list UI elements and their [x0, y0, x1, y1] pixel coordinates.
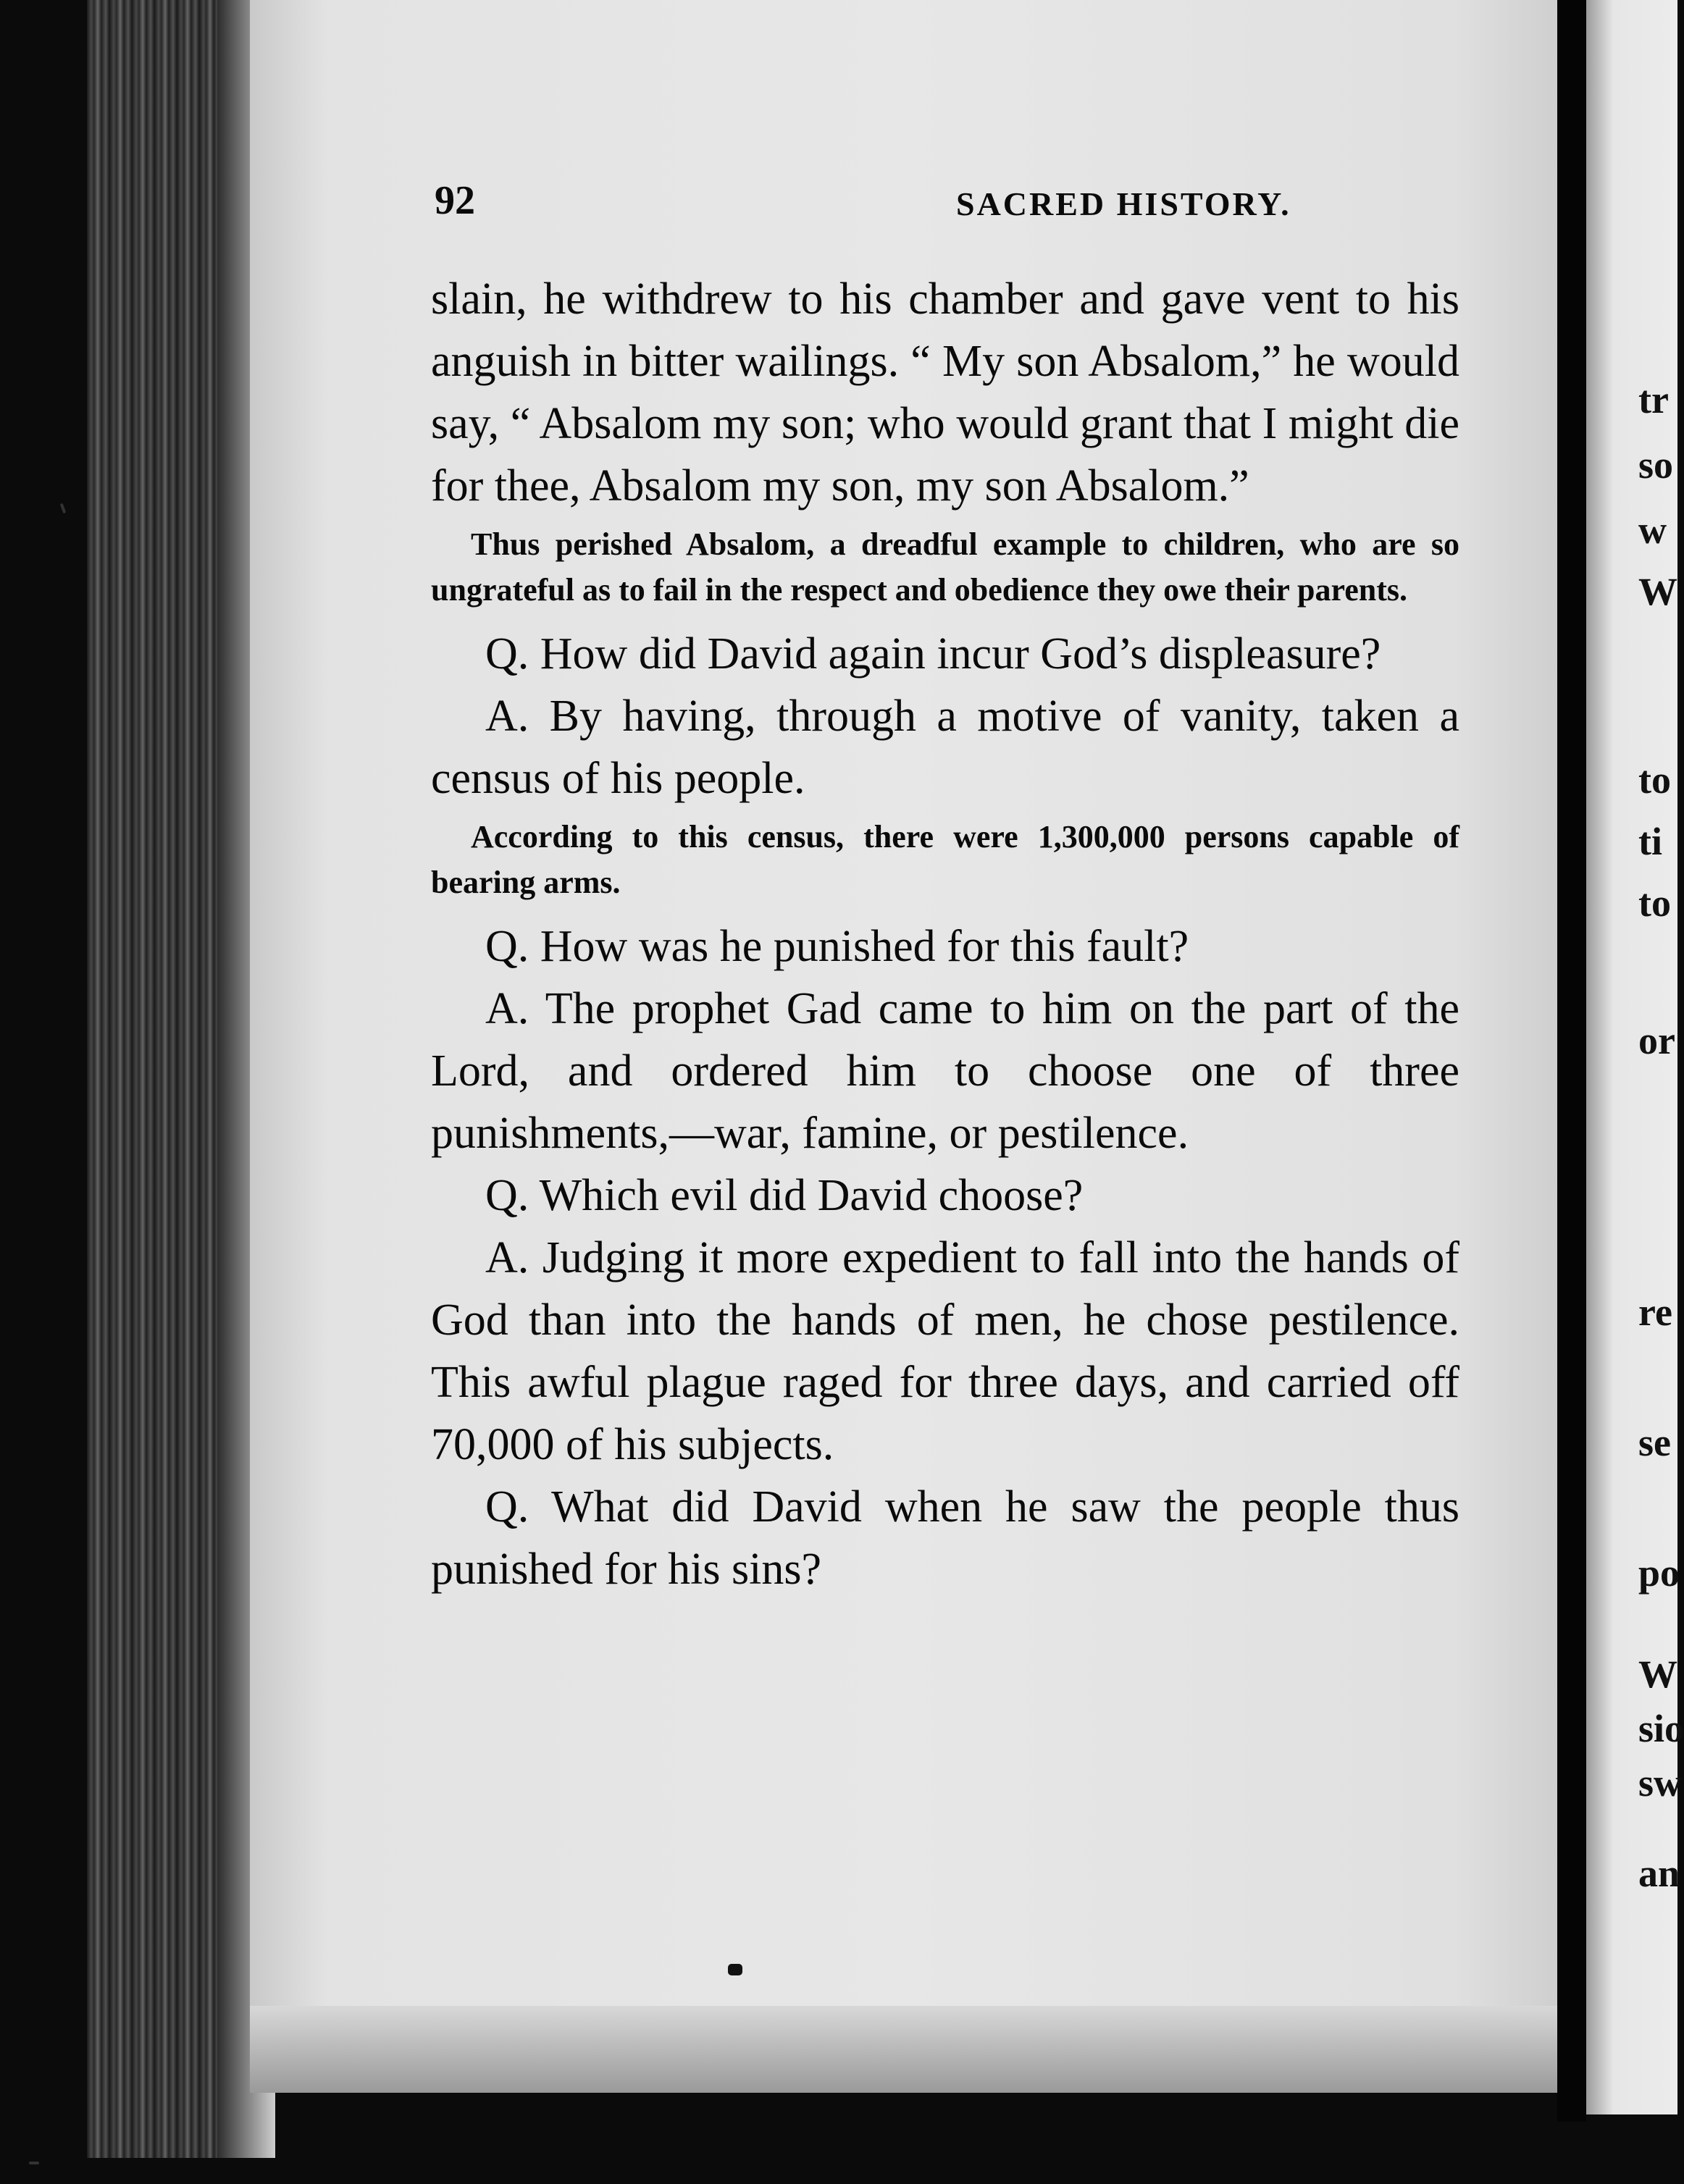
- book-page: [250, 0, 1557, 2006]
- next-page-fragment: so: [1638, 443, 1674, 487]
- running-head: [435, 177, 1376, 228]
- scan-speck: [29, 2162, 39, 2164]
- question-2: Q. How was he punished for this fault?: [485, 922, 1189, 971]
- scan-speck: [60, 503, 67, 514]
- page-text: [431, 268, 1459, 1600]
- next-page-fragment: tr: [1638, 378, 1669, 421]
- question-1: Q. How did David again incur God’s displeasure?: [485, 629, 1381, 679]
- next-page-fragment: to: [1638, 758, 1671, 802]
- next-page-fragment: W: [1638, 570, 1677, 613]
- answer-2: A. The prophet Gad came to him on the part of the Lord, and ordered him to choose one of three punishments,—war, famine, or pestilence.: [431, 984, 1459, 1158]
- next-page-fragment: sio: [1638, 1707, 1684, 1750]
- question-3: Q. Which evil did David choose?: [485, 1171, 1084, 1220]
- running-title: SACRED HISTORY.: [956, 185, 1291, 222]
- next-page-fragment: to: [1638, 881, 1671, 925]
- paragraph-absalom-lament: slain, he withdrew to his chamber and gave vent to his anguish in bitter wailings. “ My son Absalom,” he would say, “ Absalom my son; who would grant that I might die for thee, Absalom my son, my son Absalom.”: [431, 274, 1459, 511]
- next-page-fragment: se: [1638, 1421, 1671, 1464]
- next-page-fragment: sw: [1638, 1761, 1683, 1805]
- next-page-edge: [1586, 0, 1684, 2114]
- question-4: Q. What did David when he saw the people thus punished for his sins?: [431, 1482, 1459, 1594]
- next-page-fragment: po: [1638, 1551, 1680, 1595]
- answer-3: A. Judging it more expedient to fall into the hands of God than into the hands of men, he chose pestilence. This awful plague raged for three days, and carried off 70,000 of his subjects.: [431, 1233, 1459, 1469]
- next-page-fragment: re: [1638, 1290, 1672, 1334]
- page-number: 92: [435, 178, 475, 223]
- answer-1: A. By having, through a motive of vanity, taken a census of his people.: [431, 692, 1459, 803]
- next-page-fragment: an: [1638, 1852, 1680, 1895]
- next-page-fragment: W: [1638, 1652, 1677, 1696]
- binding-gap: [1557, 0, 1586, 2122]
- footnote-absalom: Thus perished Absalom, a dreadful example to children, who are so ungrateful as to fail in the respect and obedience they owe their parents.: [431, 526, 1459, 608]
- next-page-fragment: ti: [1638, 820, 1662, 863]
- next-page-fragment: or: [1638, 1019, 1675, 1062]
- footnote-census: According to this census, there were 1,300,000 persons capable of bearing arms.: [431, 819, 1459, 900]
- printer-mark: [728, 1964, 742, 1975]
- page-bottom-edge: [250, 2006, 1557, 2093]
- next-page-fragment: w: [1638, 508, 1667, 552]
